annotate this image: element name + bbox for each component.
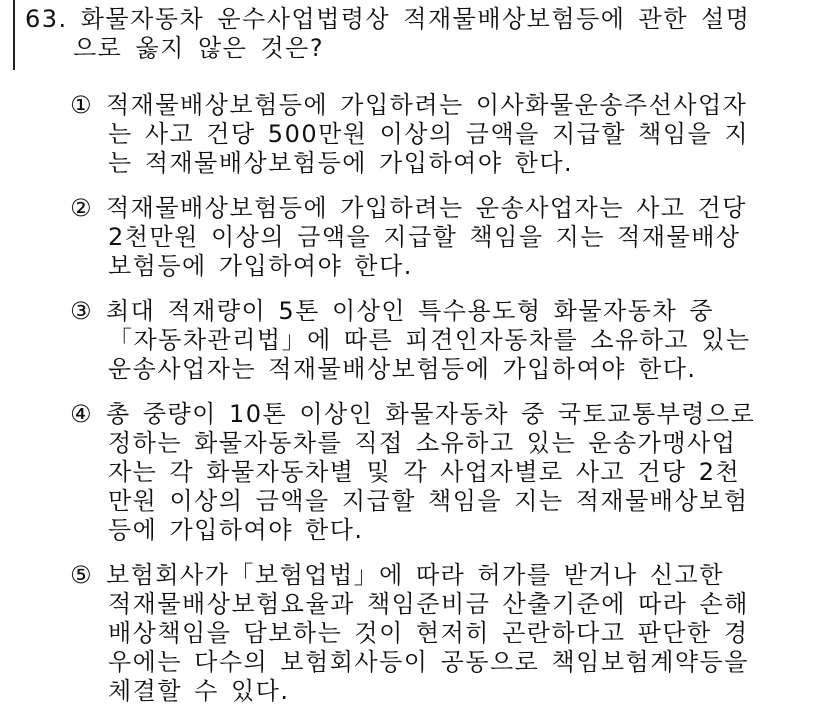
option-text-line: 적재물배상보험요율과 책임준비금 산출기준에 따라 손해: [108, 590, 749, 618]
option-text-line: 는 사고 건당 500만원 이상의 금액을 지급할 책임을 지: [108, 120, 750, 148]
option-3[interactable]: [70, 297, 805, 384]
option-text-line: 정하는 화물자동차를 직접 소유하고 있는 운송가맹사업: [108, 429, 737, 457]
option-number: ③: [70, 297, 94, 325]
option-text-line: 보험회사가「보험업법」에 따라 허가를 받거나 신고한: [106, 561, 724, 589]
option-text-line: 배상책임을 담보하는 것이 현저히 곤란하다고 판단한 경: [108, 619, 749, 647]
option-text-line: 운송사업자는 적재물배상보험등에 가입하여야 한다.: [108, 355, 697, 383]
question-line: 으로 옳지 않은 것은?: [73, 34, 325, 62]
question-stem: [25, 5, 805, 63]
option-text-line: 「자동차관리법」에 따른 피견인자동차를 소유하고 있는: [108, 326, 751, 354]
option-text-line: 는 적재물배상보험등에 가입하여야 한다.: [108, 149, 574, 177]
option-number: ②: [70, 194, 94, 222]
option-text-line: 자는 각 화물자동차별 및 각 사업자별로 사고 건당 2천: [108, 458, 741, 486]
option-number: ④: [70, 400, 94, 428]
option-text-line: 만원 이상의 금액을 지급할 책임을 지는 적재물배상보험: [108, 487, 749, 515]
margin-rule: [13, 0, 15, 70]
option-text-line: 등에 가입하여야 한다.: [108, 516, 364, 544]
answer-options: [70, 91, 805, 722]
option-1[interactable]: [70, 91, 805, 178]
option-number: ①: [70, 91, 94, 119]
option-4[interactable]: [70, 400, 805, 545]
option-text-line: 체결할 수 있다.: [108, 677, 290, 705]
option-text-line: 총 중량이 10톤 이상인 화물자동차 중 국토교통부령으로: [106, 400, 756, 428]
option-5[interactable]: [70, 561, 805, 706]
option-2[interactable]: [70, 194, 805, 281]
option-number: ⑤: [70, 561, 94, 589]
option-text-line: 적재물배상보험등에 가입하려는 운송사업자는 사고 건당: [106, 194, 747, 222]
option-text-line: 적재물배상보험등에 가입하려는 이사화물운송주선사업자: [106, 91, 748, 119]
option-text-line: 2천만원 이상의 금액을 지급할 책임을 지는 적재물배상: [108, 223, 741, 251]
question-line: 63. 화물자동차 운수사업법령상 적재물배상보험등에 관한 설명: [25, 5, 751, 33]
option-text-line: 최대 적재량이 5톤 이상인 특수용도형 화물자동차 중: [106, 297, 714, 325]
option-text-line: 보험등에 가입하여야 한다.: [108, 252, 413, 280]
option-text-line: 우에는 다수의 보험회사등이 공동으로 책임보험계약등을: [108, 648, 749, 676]
